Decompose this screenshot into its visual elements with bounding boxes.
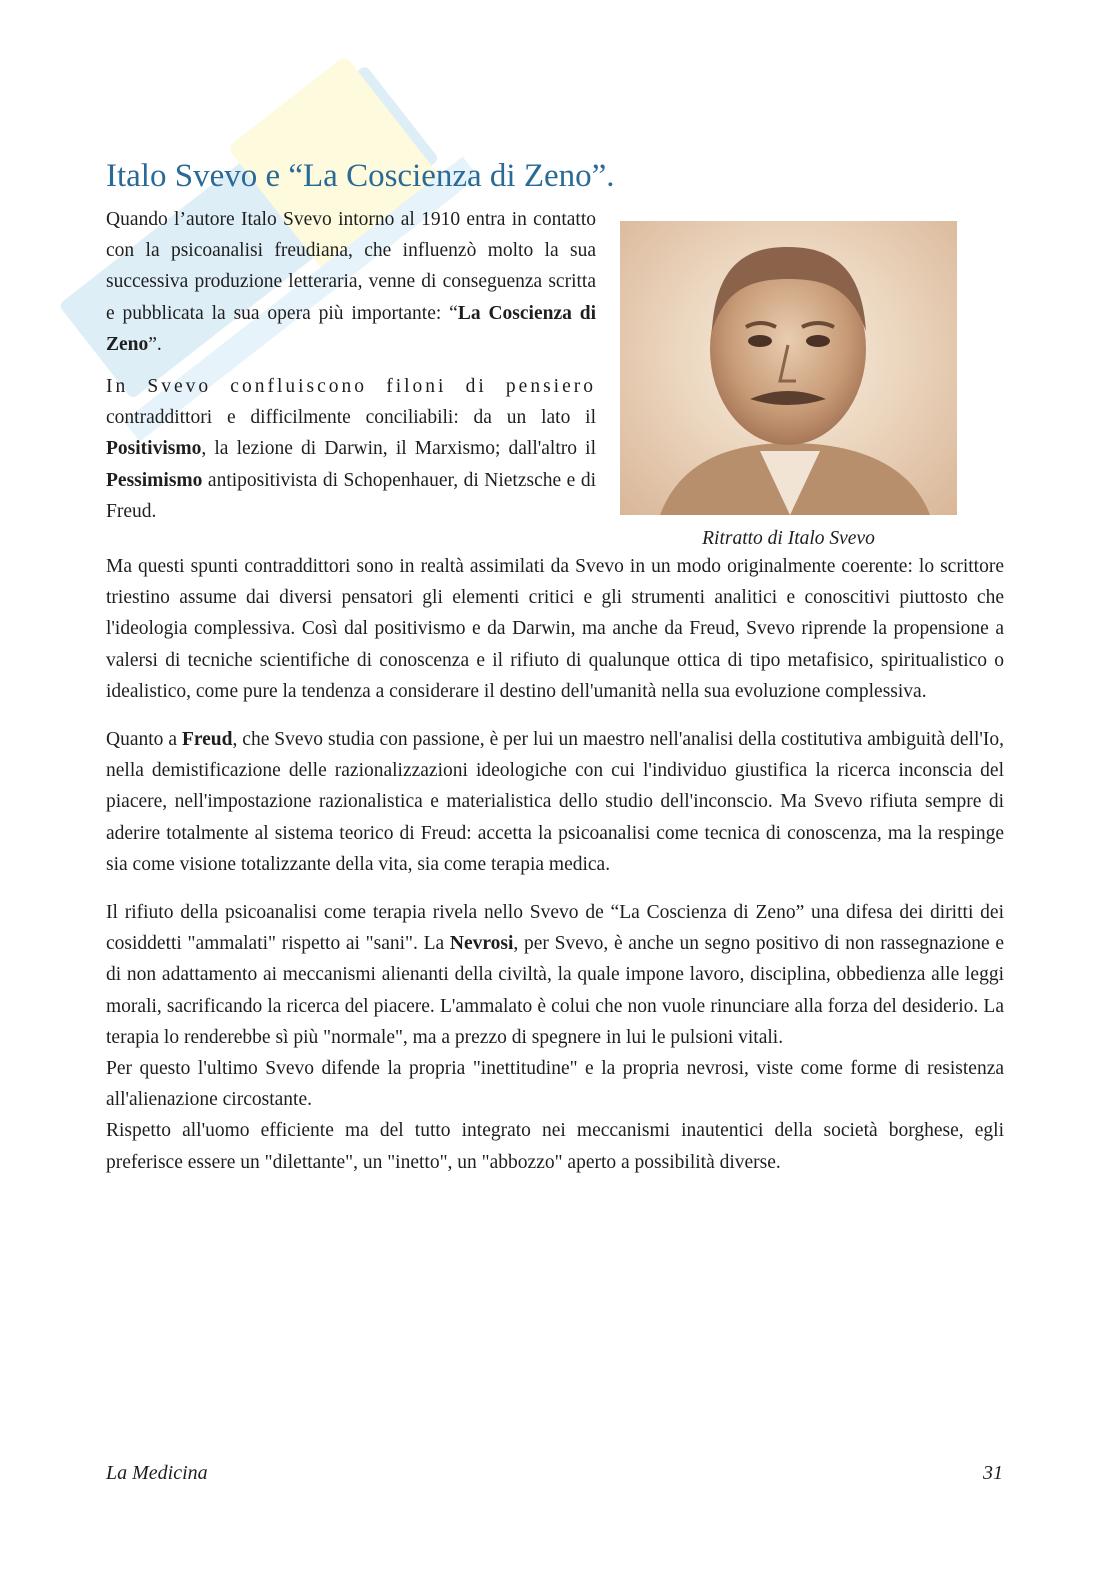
portrait-illustration: [620, 221, 957, 515]
intro-paragraph-2: In Svevo confluiscono filoni di pensiero contraddittori e difficilmente conciliabili: da un lato il Positivismo, la lezione di Darwin, il Marxismo; dall'altro il Pessimismo antipositivista di Schopenhauer, di Nietzsche e di Freud.: [106, 376, 596, 522]
page-title: Italo Svevo e “La Coscienza di Zeno”.: [106, 158, 615, 194]
portrait-photo: [620, 221, 957, 515]
paragraph-3: Ma questi spunti contraddittori sono in realtà assimilati da Svevo in un modo originalmente coerente: lo scrittore triestino assume dai diversi pensatori gli elementi critici e gli strumenti analitici e conoscitivi piuttosto che l'ideologia complessiva. Così dal positivismo e da Darwin, ma anche da Freud, Svevo riprende la propensione a valersi di tecniche scientifiche di conoscenza e il rifiuto di qualunque ottica di tipo metafisico, spiritualistico o idealistico, come pure la tendenza a considerare il destino dell'umanità nella sua evoluzione complessiva.: [106, 556, 1004, 702]
freud-bold: Freud: [181, 729, 233, 751]
work-title-bold: La Coscienza di Zeno: [106, 302, 596, 355]
portrait-caption: Ritratto di Italo Svevo: [702, 528, 875, 549]
paragraph-4: Quanto a Freud, che Svevo studia con passione, è per lui un maestro nell'analisi della costitutiva ambiguità dell'Io, nella demistificazione delle razionalizzazioni ideologiche con cui l'individuo giustifica la ricerca inconscia del piacere, nell'impostazione razionalistica e materialistica dello studio dell'inconscio. Ma Svevo rifiuta sempre di aderire totalmente al sistema teorico di Freud: accetta la psicoanalisi come tecnica di conoscenza, ma la respinge sia come visione totalizzante della vita, sia come terapia medica.: [106, 729, 1004, 875]
portrait-eye-right: [806, 335, 830, 347]
paragraph-7: Rispetto all'uomo efficiente ma del tutto integrato nei meccanismi inautentici della società borghese, egli preferisce essere un "dilettante", un "inetto", un "abbozzo" aperto a possibilità diverse.: [106, 1120, 1004, 1173]
pessimismo-bold: Pessimismo: [106, 469, 203, 491]
positivismo-bold: Positivismo: [106, 438, 202, 460]
paragraph-6: Per questo l'ultimo Svevo difende la propria "inettitudine" e la propria nevrosi, viste come forme di resistenza all'alienazione circostante.: [106, 1058, 1004, 1111]
intro-column: [106, 204, 596, 538]
main-column: [106, 551, 1004, 1178]
portrait-eye-left: [748, 335, 772, 347]
nevrosi-bold: Nevrosi: [449, 933, 514, 955]
page-number: 31: [983, 1462, 1003, 1484]
footer-section-title: La Medicina: [106, 1462, 208, 1484]
paragraph-5: Il rifiuto della psicoanalisi come terapia rivela nello Svevo de “La Coscienza di Zeno” una difesa dei diritti dei cosiddetti "ammalati" rispetto ai "sani". La Nevrosi, per Svevo, è anche un segno positivo di non rassegnazione e di non adattamento ai meccanismi alienanti della civiltà, la quale impone lavoro, disciplina, obbedienza alle leggi morali, sacrificando la ricerca del piacere. L'ammalato è colui che non vuole rinunciare alla forza del desiderio. La terapia lo renderebbe sì più "normale", ma a prezzo di spegnere in lui le pulsioni vitali.: [106, 902, 1004, 1048]
intro-paragraph-1: Quando l’autore Italo Svevo intorno al 1910 entra in contatto con la psicoanalisi freudiana, che influenzò molto la sua successiva produzione letteraria, venne di conseguenza scritta e pubblicata la sua opera più importante: “La Coscienza di Zeno”.: [106, 209, 596, 355]
